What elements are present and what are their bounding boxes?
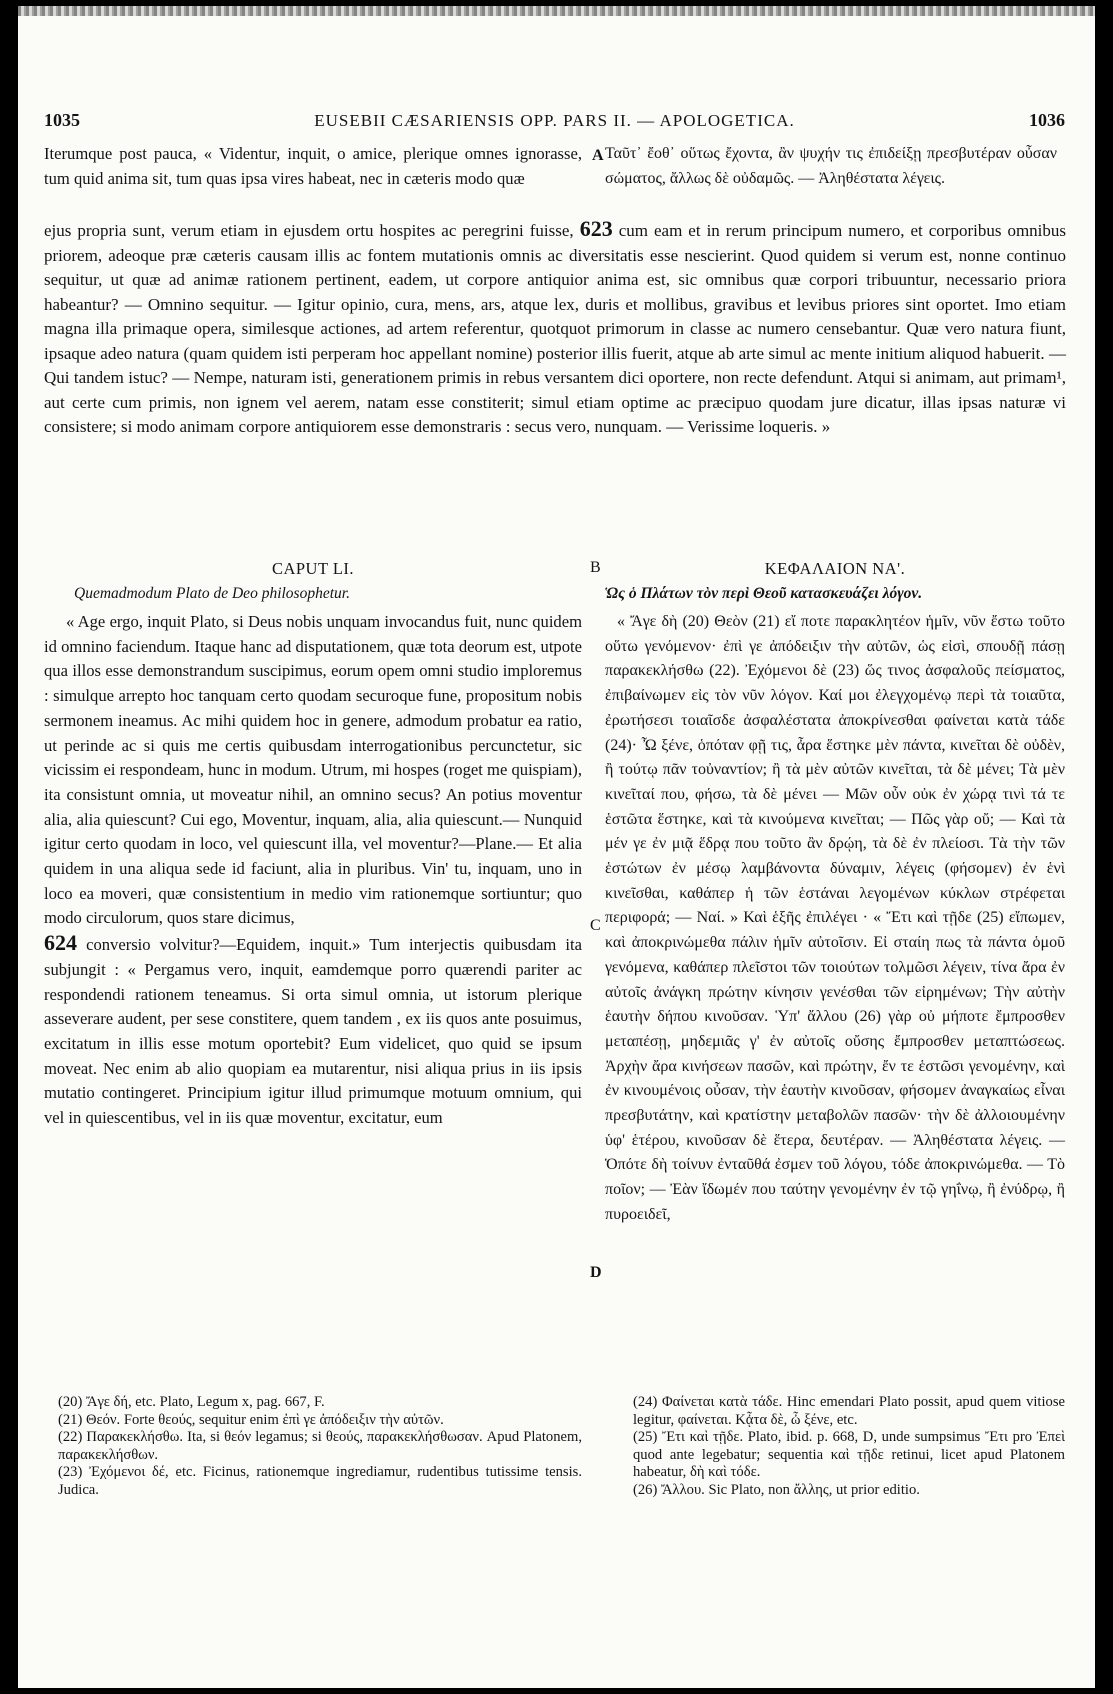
running-header [44, 110, 1065, 136]
margin-number-624: 624 [44, 930, 77, 956]
footnotes-right [633, 1394, 1065, 1500]
footnote-20: (20) Ἄγε δή, etc. Plato, Legum x, pag. 667, F. [58, 1394, 325, 1410]
left-page-number: 1035 [44, 110, 80, 130]
margin-letter-c: C [590, 917, 601, 934]
book-page [18, 6, 1095, 1688]
top-left-latin: Iterumque post pauca, « Videntur, inquit, o amice, plerique omnes ignorasse, tum quid anima sit, tum quas ipsa vires habeat, nec in cæteris modo quæ [44, 144, 582, 188]
footnote-24: (24) Φαίνεται κατὰ τάδε. Hinc emendari Plato possit, apud quem vitiose legitur, φαίνεται. Κᾆτα δὲ, ὦ ξένε, etc. [633, 1394, 1065, 1428]
running-title: EUSEBII CÆSARIENSIS OPP. PARS II. — APOLOGETICA. [314, 111, 795, 130]
footnote-22: (22) Παρακεκλήσθω. Ita, si θεόν legamus; si θεούς, παρακεκλήσθωσαν. Apud Platonem, παρακεκλήσθων. [58, 1429, 582, 1463]
caput-heading-latin: CAPUT LI. [271, 559, 355, 578]
chapter-body-greek: « Ἄγε δὴ (20) Θεὸν (21) εἴ ποτε παρακλητέον ἡμῖν, νῦν ἔστω τοῦτο οὕτω γενόμενον· ἐπὶ γε ἀπόδειξιν τὴν αὐτῶν, ὡς εἰσὶ, σπουδῇ πάσῃ παρακεκλήσθω (22). Ἐχόμενοι δὲ (23) ὥς τινος ἀσφαλοῦς πείσματος, ἐπιβαίνωμεν εἰς τὸν νῦν λόγον. Καί μοι ἐλεγχομένῳ περὶ τὰ τοιαῦτα, ἐρωτήσεσι τοιαῖσδε ἀσφαλέστατα ἀποκρίνεσθαι φαίνεται κατὰ τάδε (24)· Ὦ ξένε, ὁπόταν φῇ τις, ἆρα ἕστηκε μὲν πάντα, κινεῖται δὲ οὐδὲν, ἢ τούτῳ πᾶν τοὐναντίον; ἢ τὰ μὲν αὐτῶν κινεῖται, τὰ δὲ μένει; Τὰ μὲν κινεῖταί που, φήσω, τὰ δὲ μένει — Μῶν οὖν οὐκ ἐν χώρᾳ τινὶ τά τε ἑστῶτα ἕστηκε, καὶ τὰ κινούμενα κινεῖται; — Πῶς γὰρ οὔ; — Καὶ τὰ μέν γε ἐν μιᾷ ἕδρᾳ που τοῦτο ἂν δρῴη, τὰ δὲ ἐν πλείοσι. Τὰ τὴν τῶν ἑστώτων ἐν μέσῳ λαμβάνοντα δύναμιν, λέγεις (φήσομεν) ἐν ἑνὶ κινεῖσθαι, καθάπερ ἡ τῶν ἑστάναι λεγομένων κύκλων στρέφεται περιφορά; — Ναί. » Καὶ ἑξῆς ἐπιλέγει · « Ἔτι καὶ τῇδε (25) εἴπωμεν, καὶ ἀποκρινώμεθα πάλιν ἡμῖν αὐτοῖσιν. Εἰ σταίη πως τὰ πάντα ὁμοῦ γενόμενα, καθάπερ πλεῖστοι τῶν τοιούτων τολμῶσι λέγειν, τίνα ἄρα ἐν αὐτοῖς ἀνάγκη πρώτην κίνησιν γενέσθαι τῶν εἰρημένων; Τὴν αὐτὴν ἑαυτὴν δήπου κινοῦσαν. Ὑπ' ἄλλου (26) γὰρ οὐ μήποτε ἔμπροσθεν μεταπέσῃ, μηδεμιᾶς γ' ἐν αὐτοῖς οὔσης ἔμπροσθεν μεταπτώσεως. Ἀρχὴν ἄρα κινήσεων πασῶν, καὶ πρώτην, ἔν τε ἑστῶσι γενομένην, καὶ ἐν κινουμένοις οὖσαν, τὴν ἑαυτὴν κινοῦσαν, φήσομεν ἀναγκαίως εἶναι πρεσβυτάτην, καὶ κρατίστην μεταβολῶν πασῶν· τὴν δὲ ἀλλοιουμένην ὑφ' ἑτέρου, κινοῦσαν δὲ ἕτερα, δευτέραν. — Ἀληθέστατα λέγεις. — Ὁπότε δὴ τοίνυν ἐνταῦθά ἐσμεν τοῦ λόγου, τόδε ἀποκρινώμεθα. — Τὸ ποῖον; — Ἐὰν ἴδωμέν που ταύτην γενομένην ἐν τῷ γηΐνῳ, ἢ ἐνύδρῳ, ἢ πυροειδεῖ, [605, 613, 1065, 1223]
footnote-26: (26) Ἄλλου. Sic Plato, non ἄλλης, ut prior editio. [633, 1481, 920, 1498]
margin-letter-a: A [592, 147, 604, 164]
scan-edge [18, 6, 1095, 16]
footnotes-left [58, 1394, 582, 1500]
full-width-latin: ejus propria sunt, verum etiam in ejusdem ortu hospites ac peregrini fuisse, 623 cum eam et in rerum principum numero, et corporibus omnibus priorem, adeoque præ cæteris causam illis ac fontem mutationis omnis ac diversitatis esse nescierint. Quod quidem si verum est, nonne continuo sequitur, ut quæ ad animæ rationem pertinent, eadem, ut corpore antiquior anima est, sic omnibus quæ corpori tribuuntur, necessario priora habeantur? — Omnino sequitur. — Igitur opinio, cura, mens, ars, atque lex, duris et mollibus, gravibus et levibus priores sint oportet. Imo etiam magna illa primaque opera, similesque actiones, ad artem referentur, quotquot primorum in classe ac numero censebantur. Quæ vero natura fiunt, ipsaque adeo natura (quam quidem isti perperam hoc appellant nomine) posterior illis fuerit, atque ab arte simul ac mente initium aliquod habuerit. — Qui tandem istuc? — Nempe, naturam isti, generationem primis in rebus versantem dici oportere, non recte defendunt. Atqui si animam, aut primam¹, aut certe cum primis, non ignem vel aerem, natam esse constiterit; simul etiam optime ac præcipuo quodam jure dicatur, illas ipsas naturæ vi consistere; si modo animam corpore antiquiorem esse demonstraris : secus vero, nunquam. — Verissime loqueris. » [44, 216, 1067, 436]
caput-subtitle-latin: Quemadmodum Plato de Deo philosophetur. [74, 585, 350, 602]
caput-heading-greek: ΚΕΦΑΛΑΙΟΝ ΝΑ'. [764, 559, 906, 578]
chapter-body-latin: « Age ergo, inquit Plato, si Deus nobis unquam invocandus fuit, nunc quidem id omnino faciendum. Itaque hanc ad disputationem, quæ tota deorum est, utpote qua illos esse demonstrandum suscipimus, eorum opem omni studio imploremus : simulque arrepto hoc tanquam certo quodam securoque fune, propositum nobis sermonem ineamus. Ac mihi quidem hoc in genere, admodum probatur ea ratio, ut perinde ac si quis me certis quibusdam interrogationibus percunctetur, sic vicissim ei respondeam, hunc in modum. Utrum, mi hospes (roget me quispiam), ita consistunt omnia, ut moveatur nihil, an omnino secus? An potius moventur alia, alia quiescunt? Cui ego, Moventur, inquam, alia, alia quiescunt.— Nunquid igitur certo quodam in loco, vel quiescunt illa, vel moventur?—Plane.— Et alia quidem in una aliqua sede id faciunt, alia in pluribus. Vin' tu, inquam, uno in loco ea moveri, quæ consistentium in medio vim rationemque sortiuntur; quo modo circulorum, quos stare dicimus, 624 conversio volvitur?—Equidem, inquit.» Tum interjectis quibusdam ita subjungit : « Pergamus vero, inquit, eamdemque porro quærendi pariter ac respondendi rationem teneamus. Si orta simul omnia, ut istorum plerique asseverare audent, per sese constitere, quem tandem , ex iis quos ante posuimus, excitatum in illis esse motum oportebit? Eum videlicet, quo quid se ipsum moveat. Nec enim ab alio quopiam ea mutarentur, nisi aliqua prius in iis ipsis mutatio contingeret. Principium igitur illud primumque motuum omnium, qui vel in quiescentibus, vel in iis quæ moventur, excitatur, eum [44, 612, 582, 1128]
margin-number-623: 623 [579, 216, 613, 241]
footnote-25: (25) Ἔτι καὶ τῇδε. Plato, ibid. p. 668, D, unde sumpsimus Ἔτι pro Ἐπεὶ quod ante legebatur; sequentia καὶ τῇδε retinui, licet apud Platonem habeatur, δὴ καὶ τόδε. [633, 1429, 1065, 1481]
margin-letter-b: B [590, 559, 601, 576]
caput-subtitle-greek: Ὡς ὁ Πλάτων τὸν περὶ Θεοῦ κατασκευάζει λόγον. [605, 585, 923, 602]
top-right-greek: Ταῦτ᾽ ἔοθ᾽ οὕτως ἔχοντα, ἂν ψυχήν τις ἐπιδείξῃ πρεσβυτέραν οὖσαν σώματος, ἄλλως δὲ οὐδαμῶς. — Ἀληθέστατα λέγεις. [605, 145, 1057, 187]
footnote-21: (21) Θεόν. Forte θεούς, sequitur enim ἐπὶ γε ἀπόδειξιν τὴν αὐτῶν. [58, 1411, 444, 1428]
right-page-number: 1036 [1028, 110, 1065, 130]
margin-letter-d: D [590, 1264, 602, 1281]
footnote-23: (23) Ἐχόμενοι δέ, etc. Ficinus, rationemque ingrediamur, rudentibus tutissime tensis. Judica. [58, 1464, 582, 1498]
